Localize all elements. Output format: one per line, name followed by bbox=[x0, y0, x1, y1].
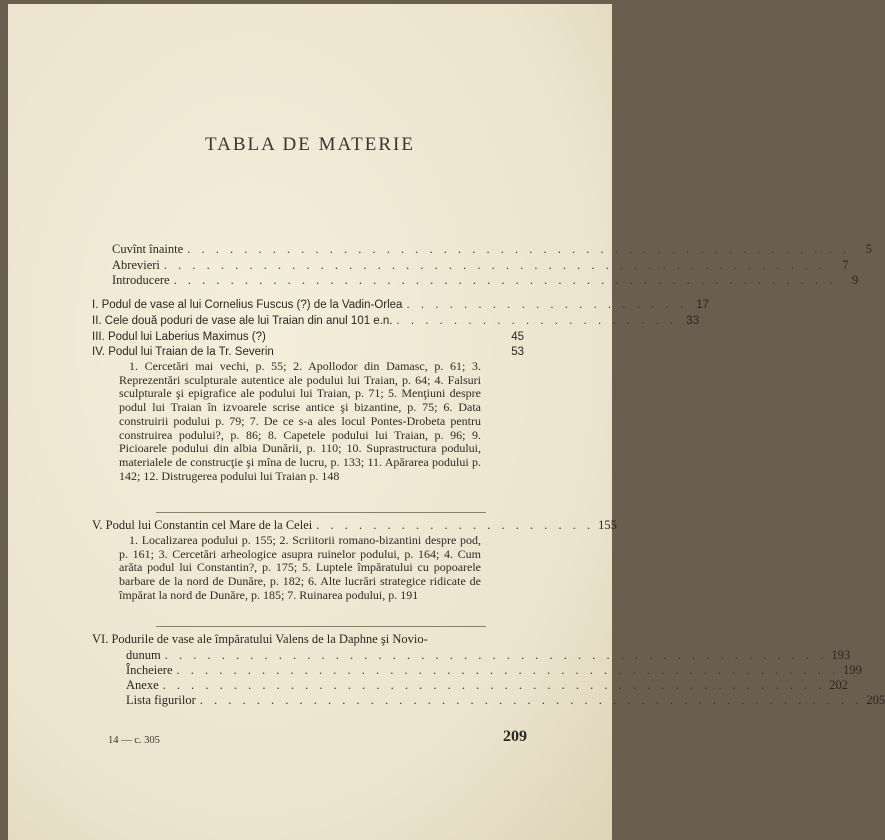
toc-chapter-title: III. Podul lui Laberius Maximus (?) bbox=[92, 331, 266, 343]
dot-leader: . . . . . . . . . . . . . . . . . . . . . . . . . . . . . . . . . . . . . . . . . . . . . . . bbox=[164, 648, 828, 662]
section-divider bbox=[156, 512, 486, 513]
toc-chapter-page: 17 bbox=[696, 299, 710, 311]
toc-entry-title: Cuvînt înainte bbox=[112, 242, 184, 256]
book-page bbox=[8, 4, 885, 840]
section-divider bbox=[156, 626, 486, 627]
toc-chapter bbox=[92, 298, 710, 312]
toc-entry-title: Introducere bbox=[112, 273, 170, 287]
toc-entry-title: Anexe bbox=[126, 678, 159, 692]
toc-chapter bbox=[92, 330, 524, 344]
toc-entry bbox=[112, 242, 872, 256]
toc-chapter-title: II. Cele două poduri de vase ale lui Traian din anul 101 e.n. bbox=[92, 315, 393, 327]
toc-entry-page: 199 bbox=[843, 663, 862, 677]
toc-entry bbox=[126, 693, 885, 707]
toc-entry-page: 7 bbox=[842, 258, 849, 272]
dot-leader: . . . . . . . . . . . . . . . . . . . . . . . . . . . . . . . . . . . . . . . . . . . . . . . bbox=[176, 663, 840, 677]
toc-entry bbox=[126, 663, 862, 677]
toc-heading: TABLA DE MATERIE bbox=[205, 134, 415, 155]
dot-leader: . . . . . . . . . . . . . . . . . . . . bbox=[396, 315, 678, 327]
dot-leader: . . . . . . . . . . . . . . . . . . . . . . . . . . . . . . . . . . . . . . . . . . . . . . . bbox=[162, 678, 826, 692]
toc-chapter-title: VI. Podurile de vase ale împăratului Valens de la Daphne şi Novio- bbox=[92, 632, 428, 646]
chapter-4-subsections: 1. Cercetări mai vechi, p. 55; 2. Apollodor din Damasc, p. 61; 3. Reprezentări sculpturale autentice ale podului lui Traian, p. 64; 4. Falsuri sculpturale şi epigrafice ale podului lui Traian, p. 71; 5. Menţiuni despre podul lui Traian în izvoarele scrise antice şi bizantine, p. 75; 6. Data construirii podului p. 79; 7. De ce s-a ales locul Pontes-Drobeta pentru construirea podului?, p. 86; 8. Capetele podului lui Traian, p. 96; 9. Picioarele podului din albia Dunării, p. 110; 10. Suprastructura podului, materialele de construcţie şi mîna de lucru, p. 133; 11. Apărarea podului p. 142; 12. Distrugerea podului lui Traian p. 148 bbox=[119, 359, 481, 483]
toc-entry-title: Încheiere bbox=[126, 663, 173, 677]
dot-leader: . . . . . . . . . . . . . . . . . . . . bbox=[406, 299, 688, 311]
toc-chapter bbox=[92, 518, 617, 532]
printer-signature: 14 — c. 305 bbox=[108, 735, 160, 746]
toc-chapter-title-continued: dunum bbox=[126, 648, 161, 662]
toc-chapter-page: 53 bbox=[511, 346, 524, 358]
dot-leader: . . . . . . . . . . . . . . . . . . . . . . . . . . . . . . . . . . . . . . . . . . . . . . . bbox=[199, 693, 863, 707]
page-number: 209 bbox=[503, 728, 527, 745]
toc-chapter-title: I. Podul de vase al lui Cornelius Fuscus (?) de la Vadin-Orlea bbox=[92, 299, 403, 311]
toc-entry bbox=[112, 273, 859, 287]
toc-entry-title: Abrevieri bbox=[112, 258, 160, 272]
toc-chapter-page: 155 bbox=[598, 518, 617, 532]
toc-chapter bbox=[92, 314, 700, 328]
toc-entry-page: 202 bbox=[829, 678, 848, 692]
toc-chapter-page: 45 bbox=[511, 331, 524, 343]
chapter-5-subsections: 1. Localizarea podului p. 155; 2. Scriitorii romano-bizantini despre pod, p. 161; 3. Cercetări arheologice asupra ruinelor podului, p. 164; 4. Cum arăta podul lui Constantin?, p. 175; 5. Luptele împăratului cu popoarele barbare de la nord de Dunăre, p. 182; 6. Alte lucrări strategice ridicate de împărat la nord de Dunăre, p. 185; 7. Ruinarea podului, p. 191 bbox=[119, 533, 481, 602]
toc-chapter-title: IV. Podul lui Traian de la Tr. Severin bbox=[92, 346, 274, 358]
dot-leader: . . . . . . . . . . . . . . . . . . . . . . . . . . . . . . . . . . . . . . . . . . . . . . . bbox=[163, 258, 827, 272]
toc-chapter bbox=[92, 345, 524, 359]
toc-entry bbox=[112, 258, 849, 272]
dot-leader: . . . . . . . . . . . . . . . . . . . . . . . . . . . . . . . . . . . . . . . . . . . . . . . bbox=[187, 242, 850, 256]
toc-chapter-title: V. Podul lui Constantin cel Mare de la Celei bbox=[92, 518, 313, 532]
toc-entry-title: Lista figurilor bbox=[126, 693, 196, 707]
toc-entry-page: 5 bbox=[865, 242, 872, 256]
toc-entry-page: 205 bbox=[866, 693, 885, 707]
toc-chapter-page: 33 bbox=[686, 315, 700, 327]
dot-leader: . . . . . . . . . . . . . . . . . . . . bbox=[316, 518, 595, 532]
toc-chapter-page: 193 bbox=[831, 648, 851, 662]
toc-chapter-continuation bbox=[126, 648, 851, 662]
toc-chapter bbox=[92, 632, 524, 646]
toc-entry-page: 9 bbox=[851, 273, 859, 287]
toc-entry bbox=[126, 678, 848, 692]
dot-leader: . . . . . . . . . . . . . . . . . . . . . . . . . . . . . . . . . . . . . . . . . . . . . . . bbox=[173, 273, 837, 287]
